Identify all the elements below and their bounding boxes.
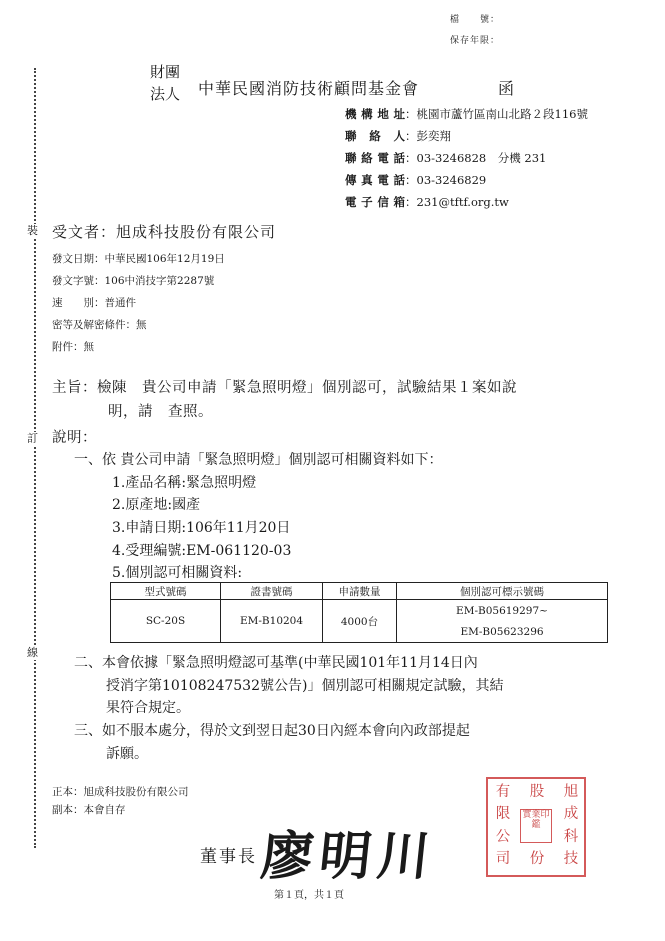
attachment: 附件：無 — [52, 341, 94, 353]
binding-mark-top: 裝 — [27, 224, 38, 237]
urgency: 速 別：普通件 — [52, 297, 136, 309]
page-footer: 第１頁，共１頁 — [274, 890, 344, 901]
org-type-line-2: 法人 — [150, 85, 181, 103]
binding-mark-middle: 訂 — [27, 432, 38, 445]
seal-inner-mark: 實業印鑑 — [520, 809, 552, 843]
item-1-heading: 一、依 貴公司申請「緊急照明燈」個別認可相關資料如下： — [74, 452, 443, 468]
table-row — [111, 600, 608, 622]
item-1-origin: 2.原產地:國產 — [112, 497, 201, 513]
contact-person: 聯絡人：彭奕翔 — [345, 129, 451, 143]
binding-line — [34, 68, 36, 848]
chairman-title: 董事長 — [200, 847, 257, 867]
header-mark: 個別認可標示號碼 — [397, 583, 608, 600]
table-header-row — [111, 583, 608, 600]
cell-cert: EM-B10204 — [221, 600, 323, 643]
contact-block — [345, 103, 588, 213]
item-1-case-number: 4.受理編號:EM-061120-03 — [112, 543, 292, 559]
retention-period-label: 保存年限： — [450, 36, 501, 46]
subject-line-2: 明，請 查照。 — [108, 404, 213, 420]
header-model: 型式號碼 — [111, 583, 221, 600]
product-table — [110, 582, 608, 643]
classification: 密等及解密條件：無 — [52, 319, 147, 331]
document-number: 發文字號：106中消技字第2287號 — [52, 275, 215, 287]
document-type: 函 — [498, 79, 515, 98]
item-1-related-data: 5.個別認可相關資料: — [112, 565, 243, 581]
org-type-line-1: 財團 — [150, 63, 181, 81]
file-number-label: 檔 號： — [450, 15, 501, 25]
issue-date: 發文日期：中華民國106年12月19日 — [52, 253, 225, 265]
item-1-apply-date: 3.申請日期:106年11月20日 — [112, 520, 291, 536]
company-seal: 旭 股 有 成 限 科 公 份 技 司 實業印鑑 — [486, 777, 586, 877]
original-copy: 正本：旭成科技股份有限公司 — [52, 786, 189, 798]
contact-fax: 傳真電話：03-3246829 — [345, 173, 487, 187]
copies-block — [52, 783, 189, 819]
recipient: 受文者：旭成科技股份有限公司 — [52, 223, 277, 241]
item-2-line-1: 二、本會依據「緊急照明燈認可基準(中華民國101年11月14日內 — [74, 655, 478, 671]
cell-model: SC-20S — [111, 600, 221, 643]
header-cert: 證書號碼 — [221, 583, 323, 600]
header-qty: 申請數量 — [323, 583, 397, 600]
item-2-line-3: 果符合規定。 — [106, 700, 190, 716]
cell-qty: 4000台 — [323, 600, 397, 643]
contact-phone: 聯絡電話：03-3246828 分機 231 — [345, 151, 547, 165]
chairman-signature: 廖明川 — [258, 826, 439, 887]
contact-email: 電子信箱：231@tftf.org.tw — [345, 195, 509, 209]
item-1-product-name: 1.產品名稱:緊急照明燈 — [112, 475, 257, 491]
item-3-line-1: 三、如不服本處分，得於文到翌日起30日內經本會向內政部提起 — [74, 723, 470, 739]
item-3-line-2: 訴願。 — [106, 746, 148, 762]
duplicate-copy: 副本：本會自存 — [52, 804, 126, 816]
document-meta — [52, 248, 225, 358]
organization-name: 中華民國消防技術顧問基金會 — [198, 79, 420, 98]
subject-line-1: 主旨：檢陳 貴公司申請「緊急照明燈」個別認可，試驗結果１案如說 — [52, 380, 517, 396]
contact-address: 機構地址：桃園市蘆竹區南山北路２段116號 — [345, 107, 588, 121]
item-2-line-2: 授消字第10108247532號公告)」個別認可相關規定試驗，其結 — [106, 678, 504, 694]
explanation-label: 說明： — [52, 430, 97, 446]
binding-mark-bottom: 線 — [27, 646, 38, 659]
cell-mark-end: EM-B05623296 — [397, 621, 608, 643]
cell-mark-start: EM-B05619297~ — [397, 600, 608, 622]
